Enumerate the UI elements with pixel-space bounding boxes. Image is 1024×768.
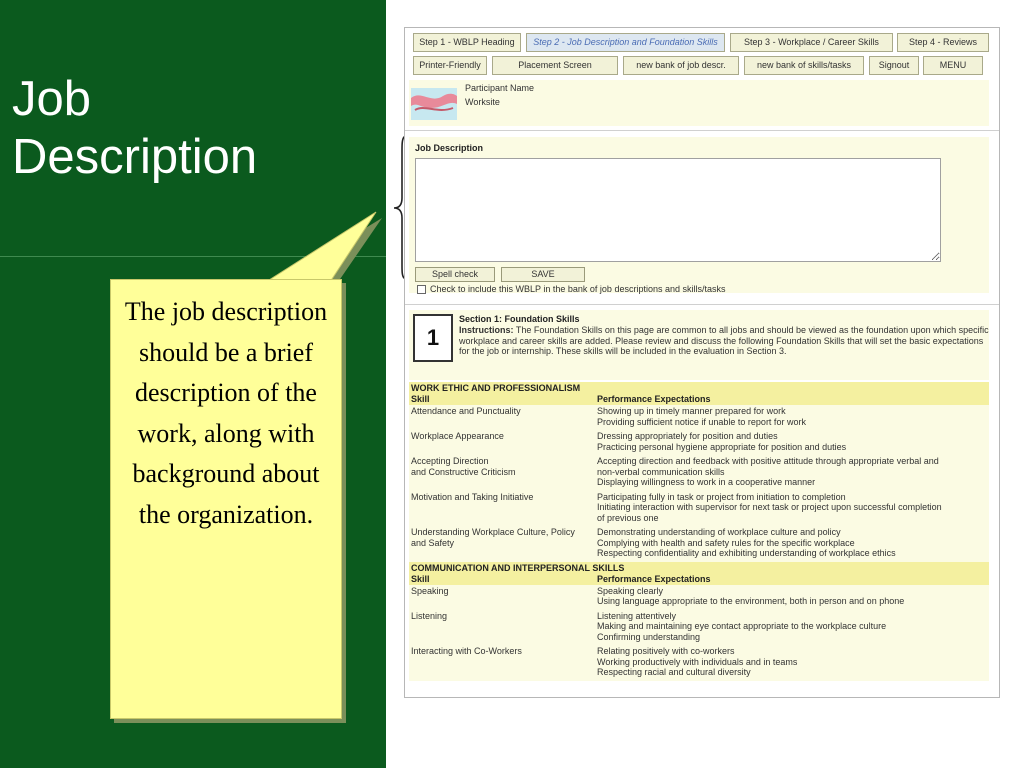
performance-cell: [597, 611, 987, 643]
performance-column-header: Performance Expectations: [597, 394, 711, 404]
tab-step3[interactable]: Step 3 - Workplace / Career Skills: [730, 33, 893, 52]
performance-text: Displaying willingness to work in a cooperative manner: [597, 477, 816, 487]
performance-text: Accepting direction and feedback with positive attitude through appropriate verbal and: [597, 456, 939, 466]
skill-cell: [411, 456, 597, 477]
performance-text: Respecting confidentiality and exhibiting understanding of workplace ethics: [597, 548, 896, 558]
performance-text: Working productively with individuals and in teams: [597, 656, 798, 667]
performance-text: Using language appropriate to the environment, both in person and on phone: [597, 596, 905, 606]
callout-box: [110, 279, 342, 719]
section-number: 1: [413, 314, 453, 362]
performance-text: Relating positively with co-workers: [597, 646, 735, 656]
skill-cell: [411, 406, 597, 417]
performance-column-header: Performance Expectations: [597, 573, 711, 584]
signout-button[interactable]: Signout: [869, 56, 919, 75]
spell-check-button[interactable]: Spell check: [415, 267, 495, 282]
category-label: COMMUNICATION AND INTERPERSONAL SKILLS: [411, 562, 625, 573]
performance-text: Respecting racial and cultural diversity: [597, 667, 751, 677]
callout-text: The job description should be a brief description of the work, along with background about the organization.: [124, 297, 328, 529]
table-row: [409, 610, 989, 646]
worksite-label: Worksite: [465, 97, 500, 107]
step-nav-bar: [409, 33, 993, 53]
skill-text: Interacting with Co-Workers: [411, 646, 522, 656]
app-screenshot: [404, 27, 1000, 698]
performance-text: Practicing personal hygiene appropriate for position and duties: [597, 441, 847, 452]
new-bank-job-descr-button[interactable]: new bank of job descr.: [623, 56, 739, 75]
table-row: [409, 405, 989, 430]
performance-cell: [597, 406, 987, 427]
participant-area: [409, 80, 989, 126]
table-row: [409, 430, 989, 455]
table-header-row: [409, 393, 989, 405]
performance-text: Complying with health and safety rules for the specific workplace: [597, 537, 855, 548]
category-label: WORK ETHIC AND PROFESSIONALISM: [411, 383, 581, 393]
performance-text: Providing sufficient notice if unable to report for work: [597, 416, 806, 427]
performance-text: Participating fully in task or project from initiation to completion: [597, 491, 846, 502]
tab-step1[interactable]: Step 1 - WBLP Heading: [413, 33, 521, 52]
skill-cell: [411, 586, 597, 597]
slide-divider: [0, 256, 386, 257]
performance-cell: [597, 586, 987, 607]
menu-button[interactable]: MENU: [923, 56, 983, 75]
performance-text: non-verbal communication skills: [597, 466, 725, 477]
skill-column-header: Skill: [411, 394, 430, 404]
job-description-title: Job Description: [415, 143, 484, 153]
skill-text: Workplace Appearance: [411, 431, 504, 441]
performance-text: Speaking clearly: [597, 585, 664, 596]
category-row: [409, 562, 989, 573]
table-row: [409, 585, 989, 610]
skill-text: Understanding Workplace Culture, Policy: [411, 527, 575, 537]
performance-text: Showing up in timely manner prepared for work: [597, 406, 786, 416]
skill-text: Listening: [411, 610, 448, 621]
job-description-panel: [409, 137, 989, 293]
category-row: [409, 382, 989, 393]
performance-cell: [597, 492, 987, 524]
slide-title: [12, 70, 257, 186]
skill-text: Speaking: [411, 585, 449, 596]
skill-cell: [411, 611, 597, 622]
section-title: Section 1: Foundation Skills: [459, 314, 580, 324]
skill-cell: [411, 431, 597, 442]
new-bank-skills-tasks-button[interactable]: new bank of skills/tasks: [744, 56, 864, 75]
printer-friendly-button[interactable]: Printer-Friendly: [413, 56, 487, 75]
save-button[interactable]: SAVE: [501, 267, 585, 282]
section-instructions: [459, 325, 989, 357]
table-row: [409, 645, 989, 681]
slide-title-line2: Description: [12, 130, 258, 184]
foundation-skills-table: [409, 382, 989, 681]
skill-text: Attendance and Punctuality: [411, 406, 521, 416]
table-row: [409, 526, 989, 562]
include-in-bank-label: Check to include this WBLP in the bank of job descriptions and skills/tasks: [430, 284, 726, 294]
participant-name-label: Participant Name: [465, 83, 535, 93]
performance-cell: [597, 527, 987, 559]
performance-text: of previous one: [597, 512, 659, 523]
table-row: [409, 455, 989, 491]
action-nav-bar: [409, 56, 993, 76]
performance-text: Demonstrating understanding of workplace culture and policy: [597, 527, 841, 537]
instructions-label: Instructions:: [459, 325, 514, 335]
performance-text: Listening attentively: [597, 610, 677, 621]
skill-cell: [411, 527, 597, 548]
placement-screen-button[interactable]: Placement Screen: [492, 56, 618, 75]
performance-cell: [597, 646, 987, 678]
skill-cell: [411, 646, 597, 657]
performance-cell: [597, 456, 987, 488]
skill-text: Motivation and Taking Initiative: [411, 491, 534, 502]
job-description-textarea[interactable]: [415, 158, 941, 262]
skill-text: and Safety: [411, 537, 455, 548]
performance-cell: [597, 431, 987, 452]
performance-text: Initiating interaction with supervisor for next task or project upon successful completion: [597, 502, 942, 512]
performance-text: Making and maintaining eye contact appropriate to the workplace culture: [597, 621, 887, 631]
section1-panel: [409, 310, 989, 380]
tab-step4[interactable]: Step 4 - Reviews: [897, 33, 989, 52]
divider: [405, 130, 999, 131]
instructions-text: The Foundation Skills on this page are common to all jobs and should be viewed as the foundation upon which specific workplace and career skills are added. Please review and discuss the following Foundation Skills that will set the basic expectations for the job or internship. These skills will be included in the evaluation in Section 3.: [459, 325, 989, 356]
table-row: [409, 491, 989, 527]
tab-step2[interactable]: Step 2 - Job Description and Foundation Skills: [526, 33, 725, 52]
performance-text: Dressing appropriately for position and duties: [597, 431, 778, 441]
skill-text: Accepting Direction: [411, 456, 489, 466]
skill-column-header: Skill: [411, 573, 430, 584]
slide-title-line1: Job: [12, 72, 92, 126]
table-header-row: [409, 573, 989, 585]
banner-logo-icon: [409, 84, 459, 122]
include-in-bank-checkbox[interactable]: [417, 285, 426, 294]
performance-text: Confirming understanding: [597, 631, 701, 642]
divider: [405, 304, 999, 305]
skill-cell: [411, 492, 597, 503]
skill-text: and Constructive Criticism: [411, 466, 516, 477]
